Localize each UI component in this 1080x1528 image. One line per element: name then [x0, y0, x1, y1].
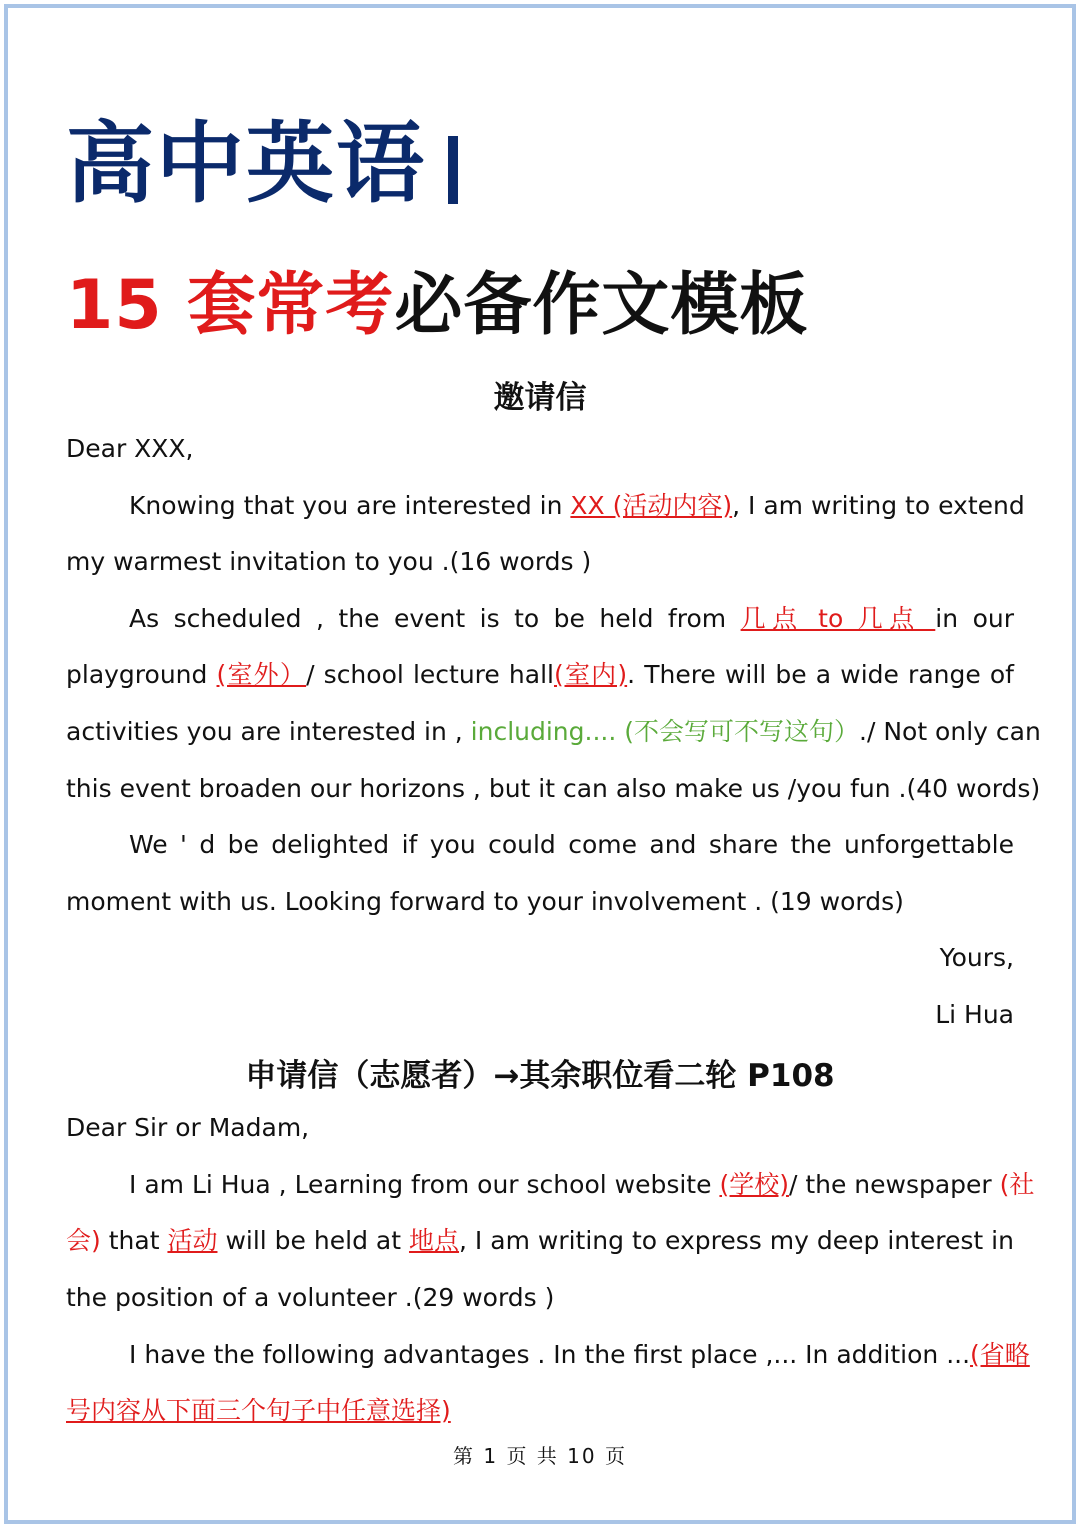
- application-p1-line3: the position of a volunteer .(29 words ): [66, 1283, 555, 1312]
- invitation-signature: Li Hua: [935, 1000, 1014, 1029]
- application-greeting: Dear Sir or Madam,: [66, 1113, 310, 1142]
- invitation-p2-line3: activities you are interested in , including.... (不会写可不写这句）./ Not only can: [66, 717, 1041, 746]
- invitation-p3-line2: moment with us. Looking forward to your involvement . (19 words): [66, 887, 904, 916]
- sub-title: [66, 266, 809, 345]
- sub-title-dark: 必备作文模板: [394, 266, 809, 345]
- application-p2-line1: I have the following advantages . In the first place ,... In addition ...(省略: [129, 1340, 1030, 1369]
- title-bar: [448, 136, 458, 204]
- application-p1-line2: 会) that 活动 will be held at 地点, I am writing to express my deep interest in: [66, 1226, 1014, 1255]
- invitation-p1-line1: Knowing that you are interested in XX (活动内容), I am writing to extend: [129, 491, 1025, 520]
- main-title: 高中英语: [66, 120, 458, 208]
- application-p1-line1: I am Li Hua , Learning from our school website (学校)/ the newspaper (社: [129, 1170, 1035, 1199]
- invitation-p3-line1: We ' d be delighted if you could come and share the unforgettable: [129, 830, 1014, 859]
- invitation-greeting: Dear XXX,: [66, 434, 194, 463]
- invitation-p2-line4: this event broaden our horizons , but it can also make us /you fun .(40 words): [66, 774, 1041, 803]
- page-number: 第 1 页 共 10 页: [453, 1444, 627, 1468]
- invitation-closing: Yours,: [939, 943, 1014, 972]
- invitation-heading: 邀请信: [493, 380, 587, 416]
- invitation-p2-line2: playground (室外）/ school lecture hall(室内). There will be a wide range of: [66, 660, 1014, 689]
- invitation-p2-line1: As scheduled , the event is to be held from 几点 to 几点 in our: [129, 604, 1014, 633]
- application-heading: 申请信（志愿者）→其余职位看二轮 P108: [245, 1058, 835, 1094]
- invitation-p1-line2: my warmest invitation to you .(16 words ): [66, 547, 592, 576]
- application-p2-line2: 号内容从下面三个句子中任意选择): [66, 1396, 451, 1425]
- sub-title-red: 15 套常考: [66, 266, 395, 345]
